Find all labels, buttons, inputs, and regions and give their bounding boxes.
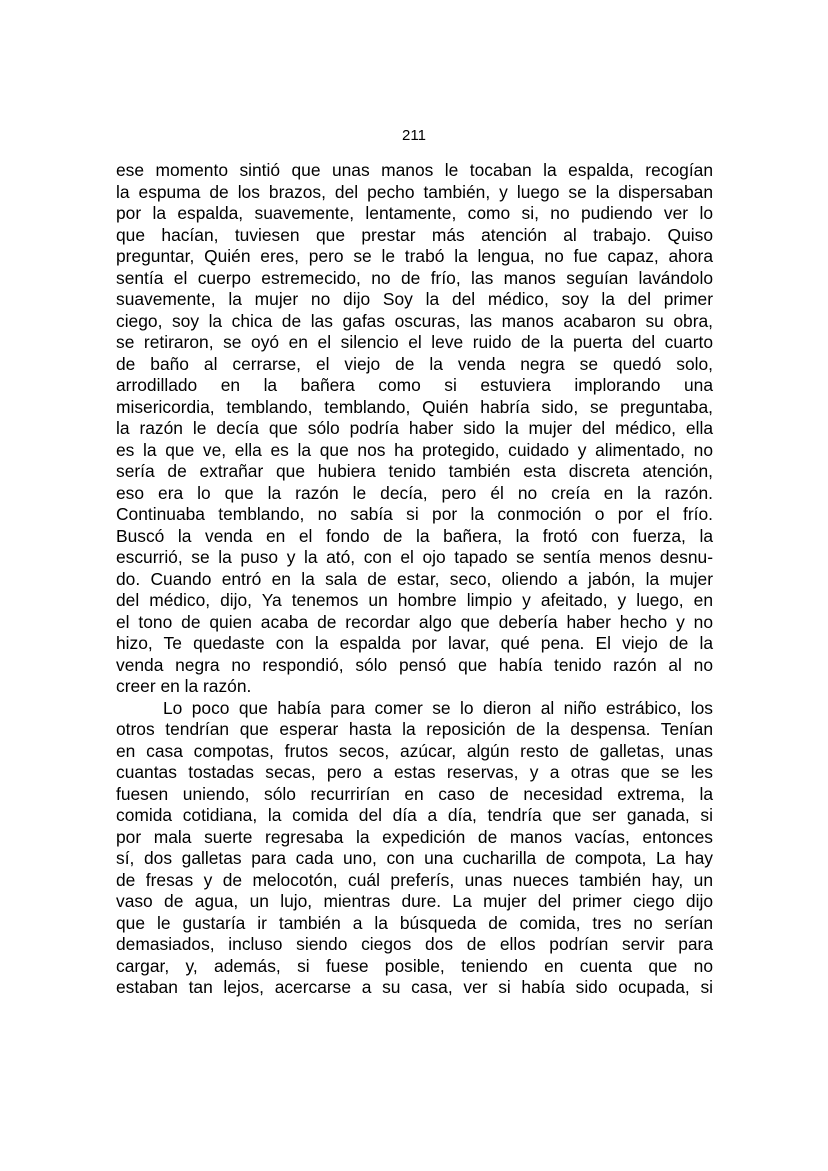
text-line: Lo poco que había para comer se lo dieron al niño estrábico, los: [163, 697, 713, 718]
text-line: fuesen uniendo, sólo recurrirían en caso de necesidad extrema, la: [116, 783, 713, 804]
text-line: escurrió, se la puso y la ató, con el ojo tapado se sentía menos desnu-: [116, 547, 713, 567]
text-line: Continuaba temblando, no sabía si por la conmoción o por el frío.: [116, 504, 713, 524]
text-line: otros tendrían que esperar hasta la reposición de la despensa. Tenían: [116, 719, 713, 739]
text-line: de fresas y de melocotón, cuál preferís, unas nueces también hay, un: [116, 869, 713, 890]
text-line: suavemente, la mujer no dijo Soy la del médico, soy la del primer: [116, 289, 713, 309]
text-line: en casa compotas, frutos secos, azúcar, algún resto de galletas, unas: [116, 740, 713, 761]
text-line: el tono de quien acaba de recordar algo que debería haber hecho y no: [116, 611, 713, 632]
text-line: la razón le decía que sólo podría haber sido la mujer del médico, ella: [116, 418, 713, 438]
page-number: 211: [402, 127, 426, 144]
text-line: comida cotidiana, la comida del día a día, tendría que ser ganada, si: [116, 805, 713, 825]
body-text: [116, 160, 713, 999]
text-line: sí, dos galletas para cada uno, con una cucharilla de compota, La hay: [116, 848, 713, 868]
text-line: la espuma de los brazos, del pecho también, y luego se la dispersaban: [116, 181, 713, 202]
text-line: es la que ve, ella es la que nos ha protegido, cuidado y alimentado, no: [116, 439, 713, 460]
text-line: Buscó la venda en el fondo de la bañera, la frotó con fuerza, la: [116, 525, 713, 546]
text-line: cuantas tostadas secas, pero a estas reservas, y a otras que se les: [116, 762, 713, 782]
text-line: vaso de agua, un lujo, mientras dure. La mujer del primer ciego dijo: [116, 891, 713, 911]
paragraph: [116, 698, 713, 999]
text-line: sentía el cuerpo estremecido, no de frío, las manos seguían lavándolo: [116, 267, 713, 288]
text-line: de baño al cerrarse, el viejo de la venda negra se quedó solo,: [116, 353, 713, 374]
text-line: del médico, dijo, Ya tenemos un hombre limpio y afeitado, y luego, en: [116, 590, 713, 610]
text-line: se retiraron, se oyó en el silencio el leve ruido de la puerta del cuarto: [116, 332, 713, 352]
text-line: demasiados, incluso siendo ciegos dos de ellos podrían servir para: [116, 934, 713, 954]
text-line: arrodillado en la bañera como si estuviera implorando una: [116, 375, 713, 395]
text-line: estaban tan lejos, acercarse a su casa, ver si había sido ocupada, si: [116, 977, 713, 997]
text-line: por mala suerte regresaba la expedición de manos vacías, entonces: [116, 826, 713, 847]
text-line: do. Cuando entró en la sala de estar, seco, oliendo a jabón, la mujer: [116, 568, 713, 589]
text-line: creer en la razón.: [116, 676, 252, 696]
text-line: que hacían, tuviesen que prestar más atención al trabajo. Quiso: [116, 224, 713, 245]
text-line: venda negra no respondió, sólo pensó que había tenido razón al no: [116, 654, 713, 675]
text-line: sería de extrañar que hubiera tenido también esta discreta atención,: [116, 461, 713, 481]
text-line: ciego, soy la chica de las gafas oscuras, las manos acabaron su obra,: [116, 310, 713, 331]
text-line: ese momento sintió que unas manos le tocaban la espalda, recogían: [116, 160, 713, 180]
text-line: eso era lo que la razón le decía, pero él no creía en la razón.: [116, 482, 713, 503]
text-line: que le gustaría ir también a la búsqueda de comida, tres no serían: [116, 912, 713, 933]
text-line: misericordia, temblando, temblando, Quién habría sido, se preguntaba,: [116, 396, 713, 417]
text-line: hizo, Te quedaste con la espalda por lavar, qué pena. El viejo de la: [116, 633, 713, 653]
text-line: por la espalda, suavemente, lentamente, como si, no pudiendo ver lo: [116, 203, 713, 223]
text-line: cargar, y, además, si fuese posible, teniendo en cuenta que no: [116, 955, 713, 976]
paragraph: [116, 160, 713, 698]
text-line: preguntar, Quién eres, pero se le trabó la lengua, no fue capaz, ahora: [116, 246, 713, 266]
